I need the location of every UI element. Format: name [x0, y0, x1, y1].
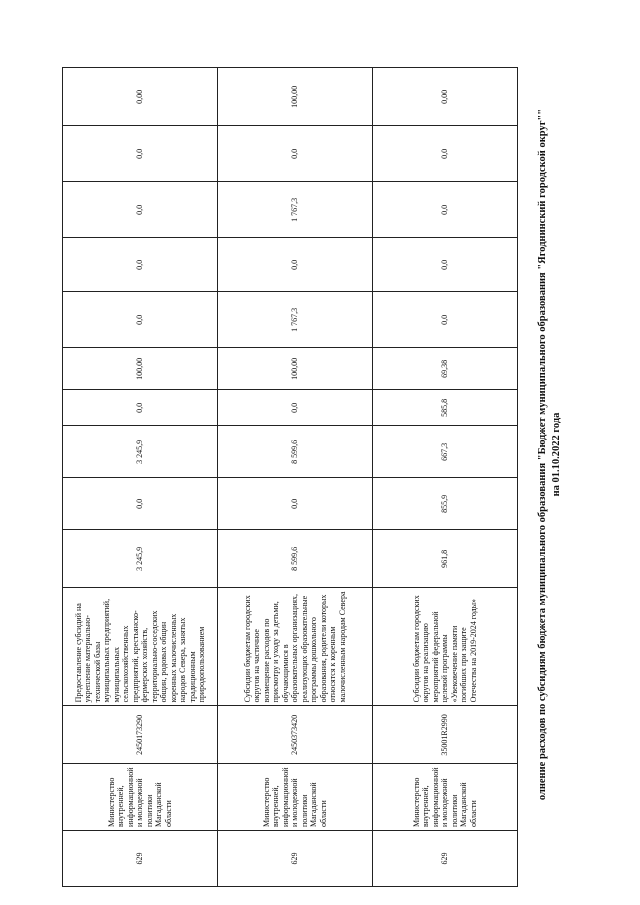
cell-value: 3 245,9 — [63, 530, 218, 588]
cell-value: 0,00 — [373, 68, 518, 126]
cell-value: 0,0 — [63, 238, 218, 292]
subsidy-table — [62, 67, 518, 887]
cell-organization: Министерство внутренней, информационной и молодежной политики Магаданской области — [373, 764, 518, 831]
cell-subsidy-name: Субсидии бюджетам городских округов на реализацию мероприятий федеральной целевой программы «Увековечение памяти погибших при защите Отечества на 2019-2024 годы» — [373, 588, 518, 706]
cell-value: 0,0 — [218, 126, 373, 182]
cell-value: 0,0 — [373, 238, 518, 292]
cell-value: 100,00 — [218, 68, 373, 126]
cell-value: 0,0 — [63, 292, 218, 348]
cell-value: 0,0 — [373, 182, 518, 238]
cell-budget-code: 35001R2990 — [373, 706, 518, 764]
cell-value: 0,0 — [373, 292, 518, 348]
table-row — [218, 68, 373, 887]
cell-value: 0,0 — [218, 478, 373, 530]
cell-code: 629 — [373, 831, 518, 887]
cell-value: 69,38 — [373, 348, 518, 390]
cell-subsidy-name: Субсидии бюджетам городских округов на частичное возмещение расходов по присмотру и уходу за детьми, обучающимися в образовательных организациях, реализующих образовательные программы дошкольного образования, родители которых относятся к коренным малочисленным народам Севера — [218, 588, 373, 706]
cell-value: 0,0 — [373, 126, 518, 182]
cell-value: 0,0 — [63, 182, 218, 238]
cell-organization: Министерство внутренней, информационной и молодежной политики Магаданской области — [218, 764, 373, 831]
cell-value: 8 599,6 — [218, 426, 373, 478]
cell-subsidy-name: Предоставление субсидий на укрепление материально-технической базы муниципальных предприятий, муниципальных сельскохозяйственных предприятий, крестьянско-фермерских хозяйств, территориально-соседских общин, родовых общин коренных малочисленных народов Севера, занятых традиционным природопользованием — [63, 588, 218, 706]
cell-value: 855,9 — [373, 478, 518, 530]
cell-value: 1 767,3 — [218, 292, 373, 348]
cell-value: 961,8 — [373, 530, 518, 588]
cell-value: 8 599,6 — [218, 530, 373, 588]
cell-value: 667,3 — [373, 426, 518, 478]
cell-value: 0,0 — [218, 238, 373, 292]
cell-code: 629 — [218, 831, 373, 887]
document-title — [536, 14, 564, 895]
cell-budget-code: 2450173290 — [63, 706, 218, 764]
cell-value: 100,00 — [63, 348, 218, 390]
title-line-2: на 01.10.2022 года — [551, 412, 562, 497]
cell-value: 585,8 — [373, 390, 518, 426]
cell-organization: Министерство внутренней, информационной и молодежной политики Магаданской области — [63, 764, 218, 831]
cell-value: 0,0 — [63, 126, 218, 182]
table-row — [63, 68, 218, 887]
cell-value: 100,00 — [218, 348, 373, 390]
table-row — [373, 68, 518, 887]
cell-value: 0,0 — [63, 390, 218, 426]
title-line-1: олнение расходов по субсидиям бюджета муниципального образования "Бюджет муниципального образования "Ягоднинский городской округ"" — [537, 108, 548, 801]
cell-code: 629 — [63, 831, 218, 887]
cell-value: 0,00 — [63, 68, 218, 126]
cell-budget-code: 2450373420 — [218, 706, 373, 764]
cell-value: 1 767,3 — [218, 182, 373, 238]
cell-value: 0,0 — [63, 478, 218, 530]
cell-value: 3 245,9 — [63, 426, 218, 478]
cell-value: 0,0 — [218, 390, 373, 426]
